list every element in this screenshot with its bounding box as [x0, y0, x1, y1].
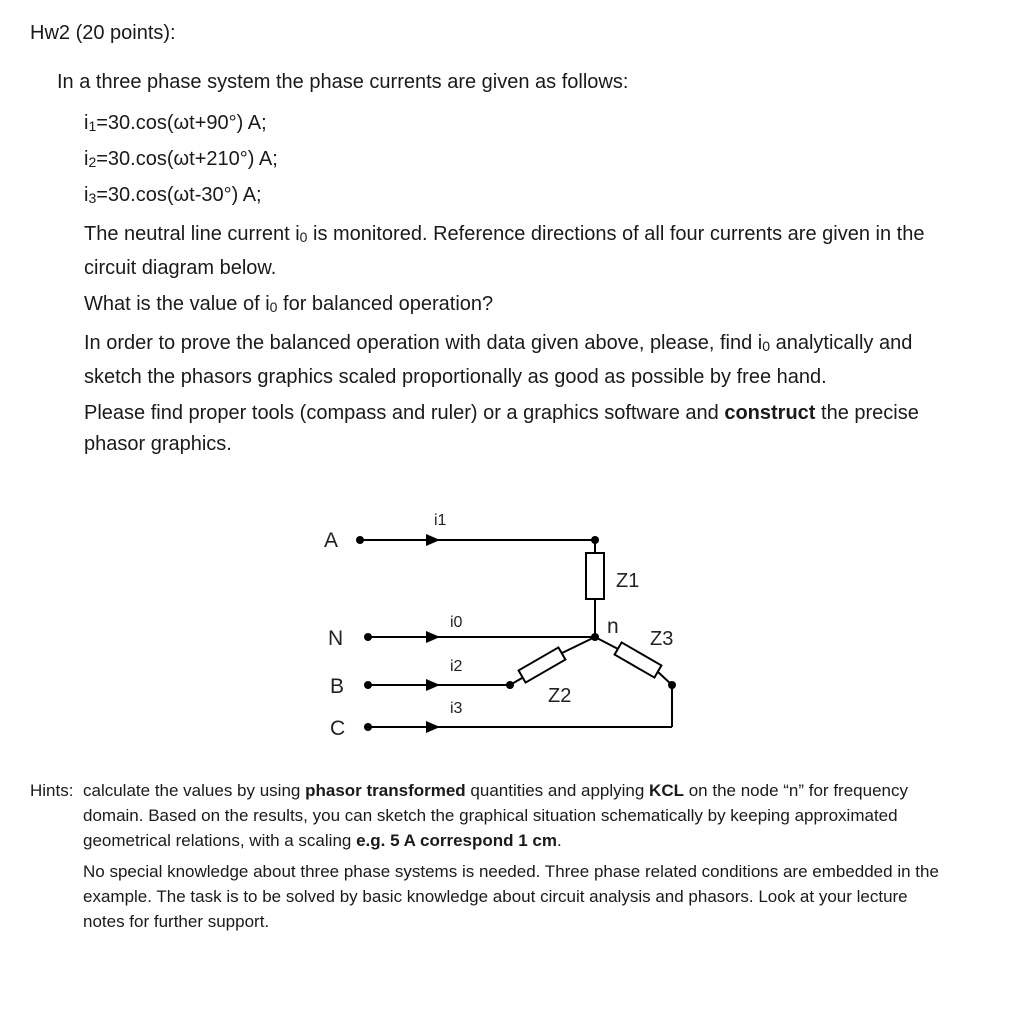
label-node-n: n — [607, 615, 619, 638]
label-z1: Z1 — [616, 570, 640, 592]
terminal-n-dot — [364, 633, 372, 641]
hints-label: Hints: — [30, 781, 74, 800]
arrow-i3-icon — [426, 721, 440, 733]
node-b-dot — [506, 681, 514, 689]
hints-paragraph-2: No special knowledge about three phase systems is needed. Three phase related conditions are embedded in the example. The task is to be solved by basic knowledge about circuit analysis and phasors. Look at your lecture notes for further support. — [83, 862, 939, 931]
problem-text — [84, 219, 954, 465]
terminal-a-dot — [356, 536, 364, 544]
intro-text: In a three phase system the phase currents are given as follows: — [57, 71, 629, 93]
label-current-i0: i0 — [450, 614, 463, 631]
label-z3: Z3 — [650, 628, 674, 650]
paragraph-question: What is the value of $i_0$ for balanced operation? — [84, 293, 494, 315]
equation-i3: $i_3=30.\cos(\omega t-30^\circ)$ A; — [84, 184, 262, 206]
label-terminal-b: B — [330, 675, 345, 698]
label-current-i3: i3 — [450, 700, 463, 717]
label-z2: Z2 — [548, 685, 572, 707]
label-terminal-c: C — [330, 717, 346, 740]
hints-section — [30, 778, 950, 940]
page-title: Hw2 (20 points): — [30, 22, 176, 44]
hints-paragraph-1: calculate the values by using phasor transformed quantities and applying KCL on the node “n” for frequency domain. Based on the results, you can sketch the graphical situation schematically by keeping approximated geometrical relations, with a scaling e.g. 5 A correspond 1 cm. — [83, 781, 908, 850]
arrow-i0-icon — [426, 631, 440, 643]
label-terminal-n: N — [328, 627, 344, 650]
terminal-c-dot — [364, 723, 372, 731]
circuit-diagram — [300, 495, 720, 755]
arrow-i2-icon — [426, 679, 440, 691]
label-current-i1: i1 — [434, 512, 447, 529]
paragraph-prove: In order to prove the balanced operation with data given above, please, find $i_0$ analytically and sketch the phasors graphics scaled proportionally as good as possible by free hand. — [84, 332, 913, 388]
terminal-b-dot — [364, 681, 372, 689]
label-terminal-a: A — [324, 529, 339, 552]
equation-i1: $i_1=30.\cos(\omega t+90^\circ)$ A; — [84, 112, 267, 134]
node-z1-top-dot — [591, 536, 599, 544]
paragraph-neutral-current: The neutral line current $i_0$ is monitored. Reference directions of all four currents are given in the circuit diagram below. — [84, 223, 925, 279]
arrow-i1-icon — [426, 534, 440, 546]
paragraph-construct: Please find proper tools (compass and ruler) or a graphics software and construct the precise phasor graphics. — [84, 402, 919, 455]
equation-i2: $i_2=30.\cos(\omega t+210^\circ)$ A; — [84, 148, 278, 170]
node-c-dot — [668, 681, 676, 689]
label-current-i2: i2 — [450, 658, 463, 675]
node-n-dot — [591, 633, 599, 641]
